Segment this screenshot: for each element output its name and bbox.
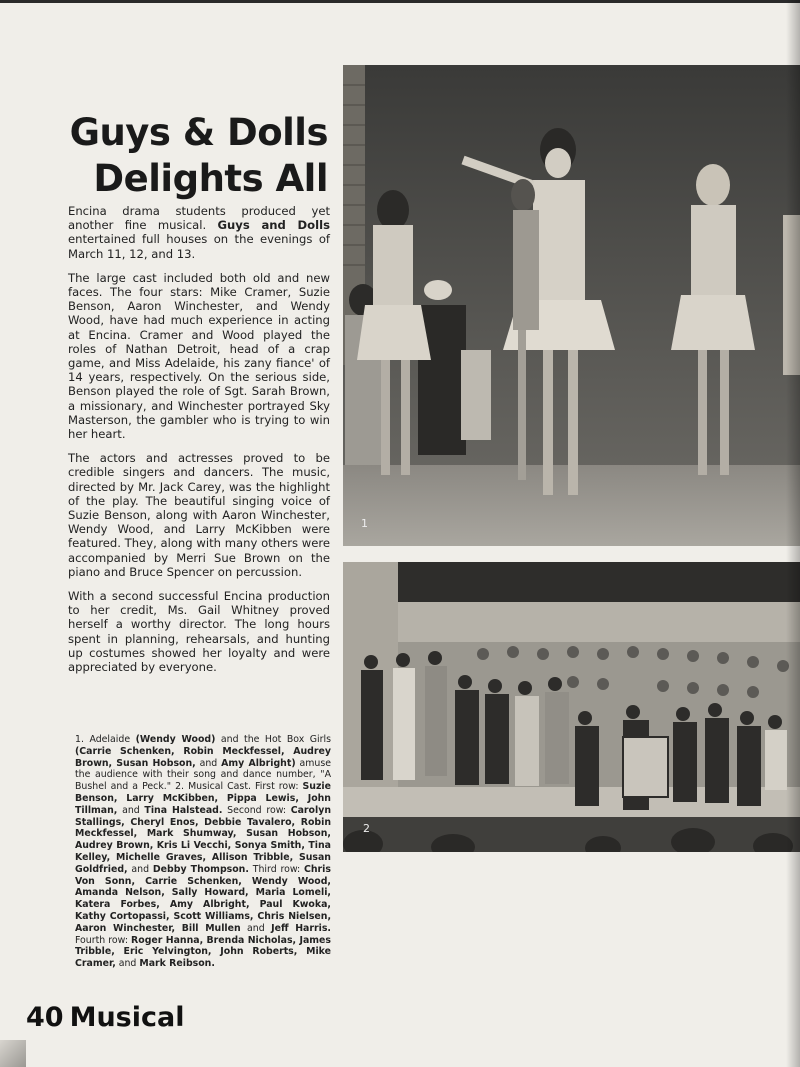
headline-line-2: Delights All — [93, 157, 328, 200]
headline-line-1: Guys & Dolls — [69, 111, 328, 154]
caption-text: and — [127, 863, 153, 875]
caption-text: Third row: — [248, 863, 304, 875]
cast-photo-illustration — [343, 562, 800, 852]
caption-text: Fourth row: — [75, 934, 132, 946]
page-number: 40 — [26, 1002, 64, 1033]
article-paragraph-2: The large cast included both old and new faces. The four stars: Mike Cramer, Suzie Benson, Aaron Winchester, and Wendy Wood, have had much experience in acting at Encina. Cramer and Wood played the roles of Nathan Detroit, head of a crap game, and Miss Adelaide, his zany fiance' of 14 years, respectively. On the serious side, Benson played the role of Sgt. Sarah Brown, a missionary, and Winchester portrayed Sky Masterson, the gambler who is trying to win her heart. — [68, 270, 330, 442]
section-name: Musical — [69, 1002, 185, 1033]
caption-text: and — [115, 958, 140, 970]
caption-text: and — [240, 922, 272, 934]
headline — [60, 110, 328, 202]
binding-shadow — [786, 0, 800, 1067]
caption-text: and — [117, 804, 145, 816]
caption-name: Carolyn Stallings, Cheryl Enos, Debbie Tavalero, Robin Meckfessel, Mark Shumway, Susan Hobson, Audrey Brown, Kris Li Vecchi, Sonya Smith, Tina Kelley, Michelle Graves, Allison Tribble, Susan Goldfried, — [75, 804, 331, 875]
caption-name: Jeff Harris. — [271, 922, 331, 934]
article-paragraph-3: The actors and actresses proved to be credible singers and dancers. The music, directed by Mr. Jack Carey, was the highlight of the play. The beautiful singing voice of Suzie Benson, along with Aaron Winchester, Wendy Wood, and Larry McKibben were featured. They, along with many others were accompanied by Merri Sue Brown on the piano and Bruce Spencer on percussion. — [68, 451, 330, 579]
caption-text: 1. Adelaide — [75, 734, 136, 745]
paragraph-text: Encina drama students produced yet another fine musical. — [68, 204, 330, 233]
article-paragraph-1 — [68, 204, 330, 261]
photo-hot-box-girls — [343, 65, 800, 546]
page-footer — [26, 1002, 190, 1033]
caption-text: and — [195, 757, 222, 769]
photo-musical-cast — [343, 562, 800, 852]
article-body — [68, 204, 330, 684]
page-corner-fold — [0, 1040, 26, 1067]
dancers-photo-illustration — [343, 65, 800, 546]
caption-name: Amy Albright) — [221, 757, 296, 769]
top-edge — [0, 0, 800, 3]
photo-number-1: 1 — [361, 517, 368, 530]
article-paragraph-4: With a second successful Encina production to her credit, Ms. Gail Whitney proved herself a worthy director. The long hours spent in planning, rehearsals, and hunting up costumes showed her loyalty and were appreciated by everyone. — [68, 589, 330, 675]
caption-text: Second row: — [222, 804, 291, 816]
photo-number-2: 2 — [363, 822, 370, 835]
caption-name: Mark Reibson. — [139, 958, 215, 970]
photo-caption — [75, 734, 331, 970]
caption-text: amuse the audience with their song and dance number, "A Bushel and a Peck." 2. Musical Cast. First row: — [75, 757, 331, 793]
caption-name: Suzie Benson, Larry McKibben, Pippa Lewis, John Tillman, — [75, 781, 331, 816]
caption-name: (Carrie Schenken, Robin Meckfessel, Audrey Brown, Susan Hobson, — [75, 745, 331, 769]
caption-name: Roger Hanna, Brenda Nicholas, James Tribble, Eric Yelvington, John Roberts, Mike Cramer, — [75, 934, 331, 970]
caption-name: Tina Halstead. — [144, 804, 223, 816]
paragraph-text: entertained full houses on the evenings of March 11, 12, and 13. — [68, 232, 330, 261]
caption-name: Debby Thompson. — [152, 863, 249, 875]
show-title: Guys and Dolls — [217, 218, 330, 233]
caption-name: (Wendy Wood) — [135, 734, 216, 745]
caption-name: Chris Von Sonn, Carrie Schenken, Wendy Wood, Amanda Nelson, Sally Howard, Maria Lomeli, Katera Forbes, Amy Albright, Paul Kwoka, Kathy Cortopassi, Scott Williams, Chris Nielsen, Aaron Winchester, Bill Mullen — [75, 863, 331, 934]
caption-text: and the Hot Box Girls — [215, 734, 331, 745]
